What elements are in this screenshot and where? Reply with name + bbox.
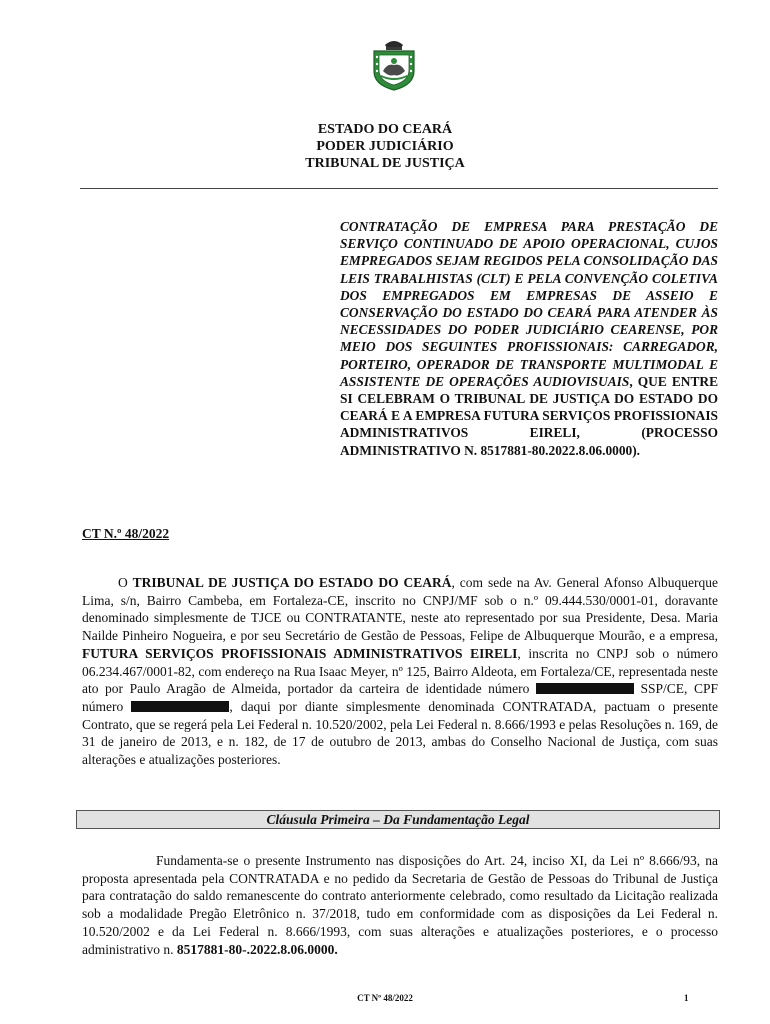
clause-title: Cláusula Primeira – Da Fundamentação Legal bbox=[266, 812, 530, 827]
contracted-party-name: FUTURA SERVIÇOS PROFISSIONAIS ADMINISTRATIVOS EIRELI bbox=[82, 645, 518, 661]
redacted-id-number bbox=[536, 683, 634, 694]
coat-of-arms-icon bbox=[369, 37, 419, 91]
header-power: PODER JUDICIÁRIO bbox=[316, 139, 454, 154]
document-header bbox=[0, 121, 770, 172]
contract-summary bbox=[340, 218, 718, 459]
footer-contract-label: CT Nº 48/2022 bbox=[357, 993, 413, 1003]
header-court: TRIBUNAL DE JUSTIÇA bbox=[305, 156, 465, 171]
header-divider bbox=[80, 188, 718, 189]
process-number: 8517881-80-.2022.8.06.0000. bbox=[176, 941, 338, 957]
header-state: ESTADO DO CEARÁ bbox=[317, 122, 453, 137]
clause-title-box bbox=[76, 810, 720, 829]
contracting-party-name: TRIBUNAL DE JUSTIÇA DO ESTADO DO CEARÁ bbox=[132, 575, 452, 590]
summary-plain: , QUE ENTRE SI CELEBRAM O TRIBUNAL DE JUSTIÇA DO ESTADO DO CEARÁ E A EMPRESA FUTURA SERVIÇOS PROFISSIONAIS ADMINISTRATIVOS EIRELI, (PROCESSO ADMINISTRATIVO N. 8517881-80.2022.8.06.0000). bbox=[340, 373, 718, 458]
contract-number: CT N.º 48/2022 bbox=[82, 526, 170, 541]
page-number: 1 bbox=[684, 993, 689, 1003]
legal-basis-paragraph: Fundamenta-se o presente Instrumento nas disposições do Art. 24, inciso XI, da Lei nº 8.666/93, na proposta apresentada pela CONTRATADA e no pedido da Secretaria de Gestão de Pessoas do Tribunal de Justiça para contratação do saldo remanescente do contrato anteriormente celebrado, como resultado da Licitação realizada sob a modalidade Pregão Eletrônico n. 37/2018, tudo em conformidade com as disposições da Lei Federal n. 10.520/2002 e da Lei Federal n. 8.666/1993, com suas alterações e atualizações posteriores, e o processo administrativo n. 8517881-80-.2022.8.06.0000. bbox=[82, 853, 718, 957]
parties-paragraph: O TRIBUNAL DE JUSTIÇA DO ESTADO DO CEARÁ, com sede na Av. General Afonso Albuquerque Lima, s/n, Bairro Cambeba, em Fortaleza-CE, inscrito no CNPJ/MF sob o n.º 09.444.530/0001-01, doravante denominado simplesmente de TJCE ou CONTRATANTE, neste ato representado por sua Presidente, Desa. Maria Nailde Pinheiro Nogueira, e por seu Secretário de Gestão de Pessoas, Felipe de Albuquerque Mourão, e a empresa, FUTURA SERVIÇOS PROFISSIONAIS ADMINISTRATIVOS EIRELI, inscrita no CNPJ sob o número 06.234.467/0001-82, com endereço na Rua Isaac Meyer, nº 125, Bairro Aldeota, em Fortaleza/CE, representada neste ato por Paulo Aragão de Almeida, portador da carteira de identidade número SSP/CE, CPF número , daqui por diante simplesmente denominada CONTRATADA, pactuam o presente Contrato, que se regerá pela Lei Federal n. 10.520/2002, pela Lei Federal n. 8.666/1993 e pelas Resoluções n. 169, de 31 de janeiro de 2013, e n. 182, de 17 de outubro de 2013, ambas do Conselho Nacional de Justiça, com suas alterações e atualizações posteriores. bbox=[82, 575, 719, 768]
redacted-cpf-number bbox=[131, 701, 229, 712]
summary-italic: CONTRATAÇÃO DE EMPRESA PARA PRESTAÇÃO DE SERVIÇO CONTINUADO DE APOIO OPERACIONAL, CUJOS EMPREGADOS SEJAM REGIDOS PELA CONSOLIDAÇÃO DAS LEIS TRABALHISTAS (CLT) E PELA CONVENÇÃO COLETIVA DOS EMPREGADOS EM EMPRESAS DE ASSEIO E CONSERVAÇÃO DO ESTADO DO CEARÁ PARA ATENDER ÀS NECESSIDADES DO PODER JUDICIÁRIO CEARENSE, POR MEIO DOS SEGUINTES PROFISSIONAIS: CARREGADOR, PORTEIRO, OPERADOR DE TRANSPORTE MULTIMODAL E ASSISTENTE DE OPERAÇÕES AUDIOVISUAIS bbox=[340, 219, 718, 389]
